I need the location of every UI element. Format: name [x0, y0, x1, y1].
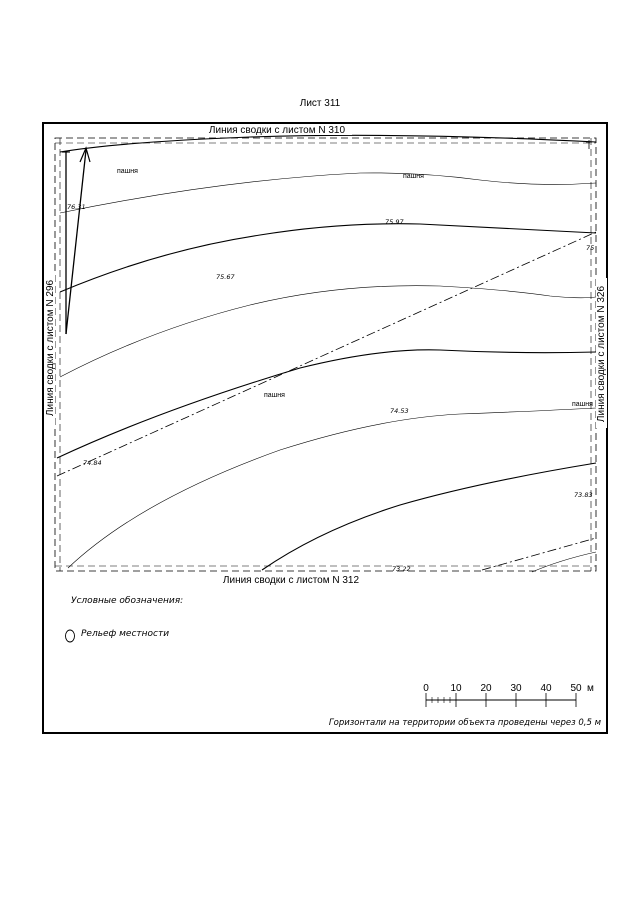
contour-line — [262, 463, 596, 570]
contour-line — [68, 408, 596, 568]
edge-label-bottom: Линия сводки с листом N 312 — [222, 575, 360, 586]
elevation-mark: 73.22 — [392, 565, 411, 573]
contour-line — [60, 224, 596, 292]
contour-line — [60, 135, 596, 152]
scale-label: 30 — [510, 683, 522, 694]
edge-label-top: Линия сводки с листом N 310 — [208, 125, 346, 136]
field-label: пашня — [403, 173, 424, 180]
elevation-mark: 76.31 — [67, 203, 86, 211]
field-label: пашня — [264, 392, 285, 399]
field-label: пашня — [572, 401, 593, 408]
scale-label: 0 — [423, 683, 429, 694]
contour-line — [60, 173, 596, 213]
contour-line — [60, 286, 596, 377]
sheet-title: Лист 311 — [299, 98, 341, 109]
elevation-mark: 75.97 — [385, 218, 404, 226]
edge-label-right: Линия сводки с листом N 326 — [596, 285, 607, 423]
elevation-mark: 74.53 — [390, 407, 409, 415]
slope-arrow — [66, 150, 86, 334]
elevation-mark: 73.83 — [574, 491, 593, 499]
elevation-mark: 75 — [586, 244, 595, 252]
edge-label-left: Линия сводки с листом N 296 — [45, 279, 56, 417]
contour-line — [532, 552, 596, 572]
scale-label: 50 — [570, 683, 582, 694]
legend-relief: Рельеф местности — [81, 629, 170, 639]
elevation-mark: 74.84 — [83, 459, 102, 467]
elevation-mark: 75.67 — [216, 273, 235, 281]
field-label: пашня — [117, 168, 138, 175]
relief-icon — [66, 630, 75, 642]
legend-title: Условные обозначения: — [71, 596, 184, 606]
contour-interval-note: Горизонтали на территории объекта проведены через 0,5 м — [328, 718, 601, 728]
scale-label: 20 — [480, 683, 492, 694]
scale-label: 10 — [450, 683, 462, 694]
scale-bar — [423, 683, 594, 707]
dash-dot-line — [482, 538, 596, 570]
scale-label: 40 — [540, 683, 552, 694]
scale-unit: м — [587, 683, 594, 694]
contour-line — [57, 350, 596, 458]
dash-dot-line — [57, 232, 596, 476]
